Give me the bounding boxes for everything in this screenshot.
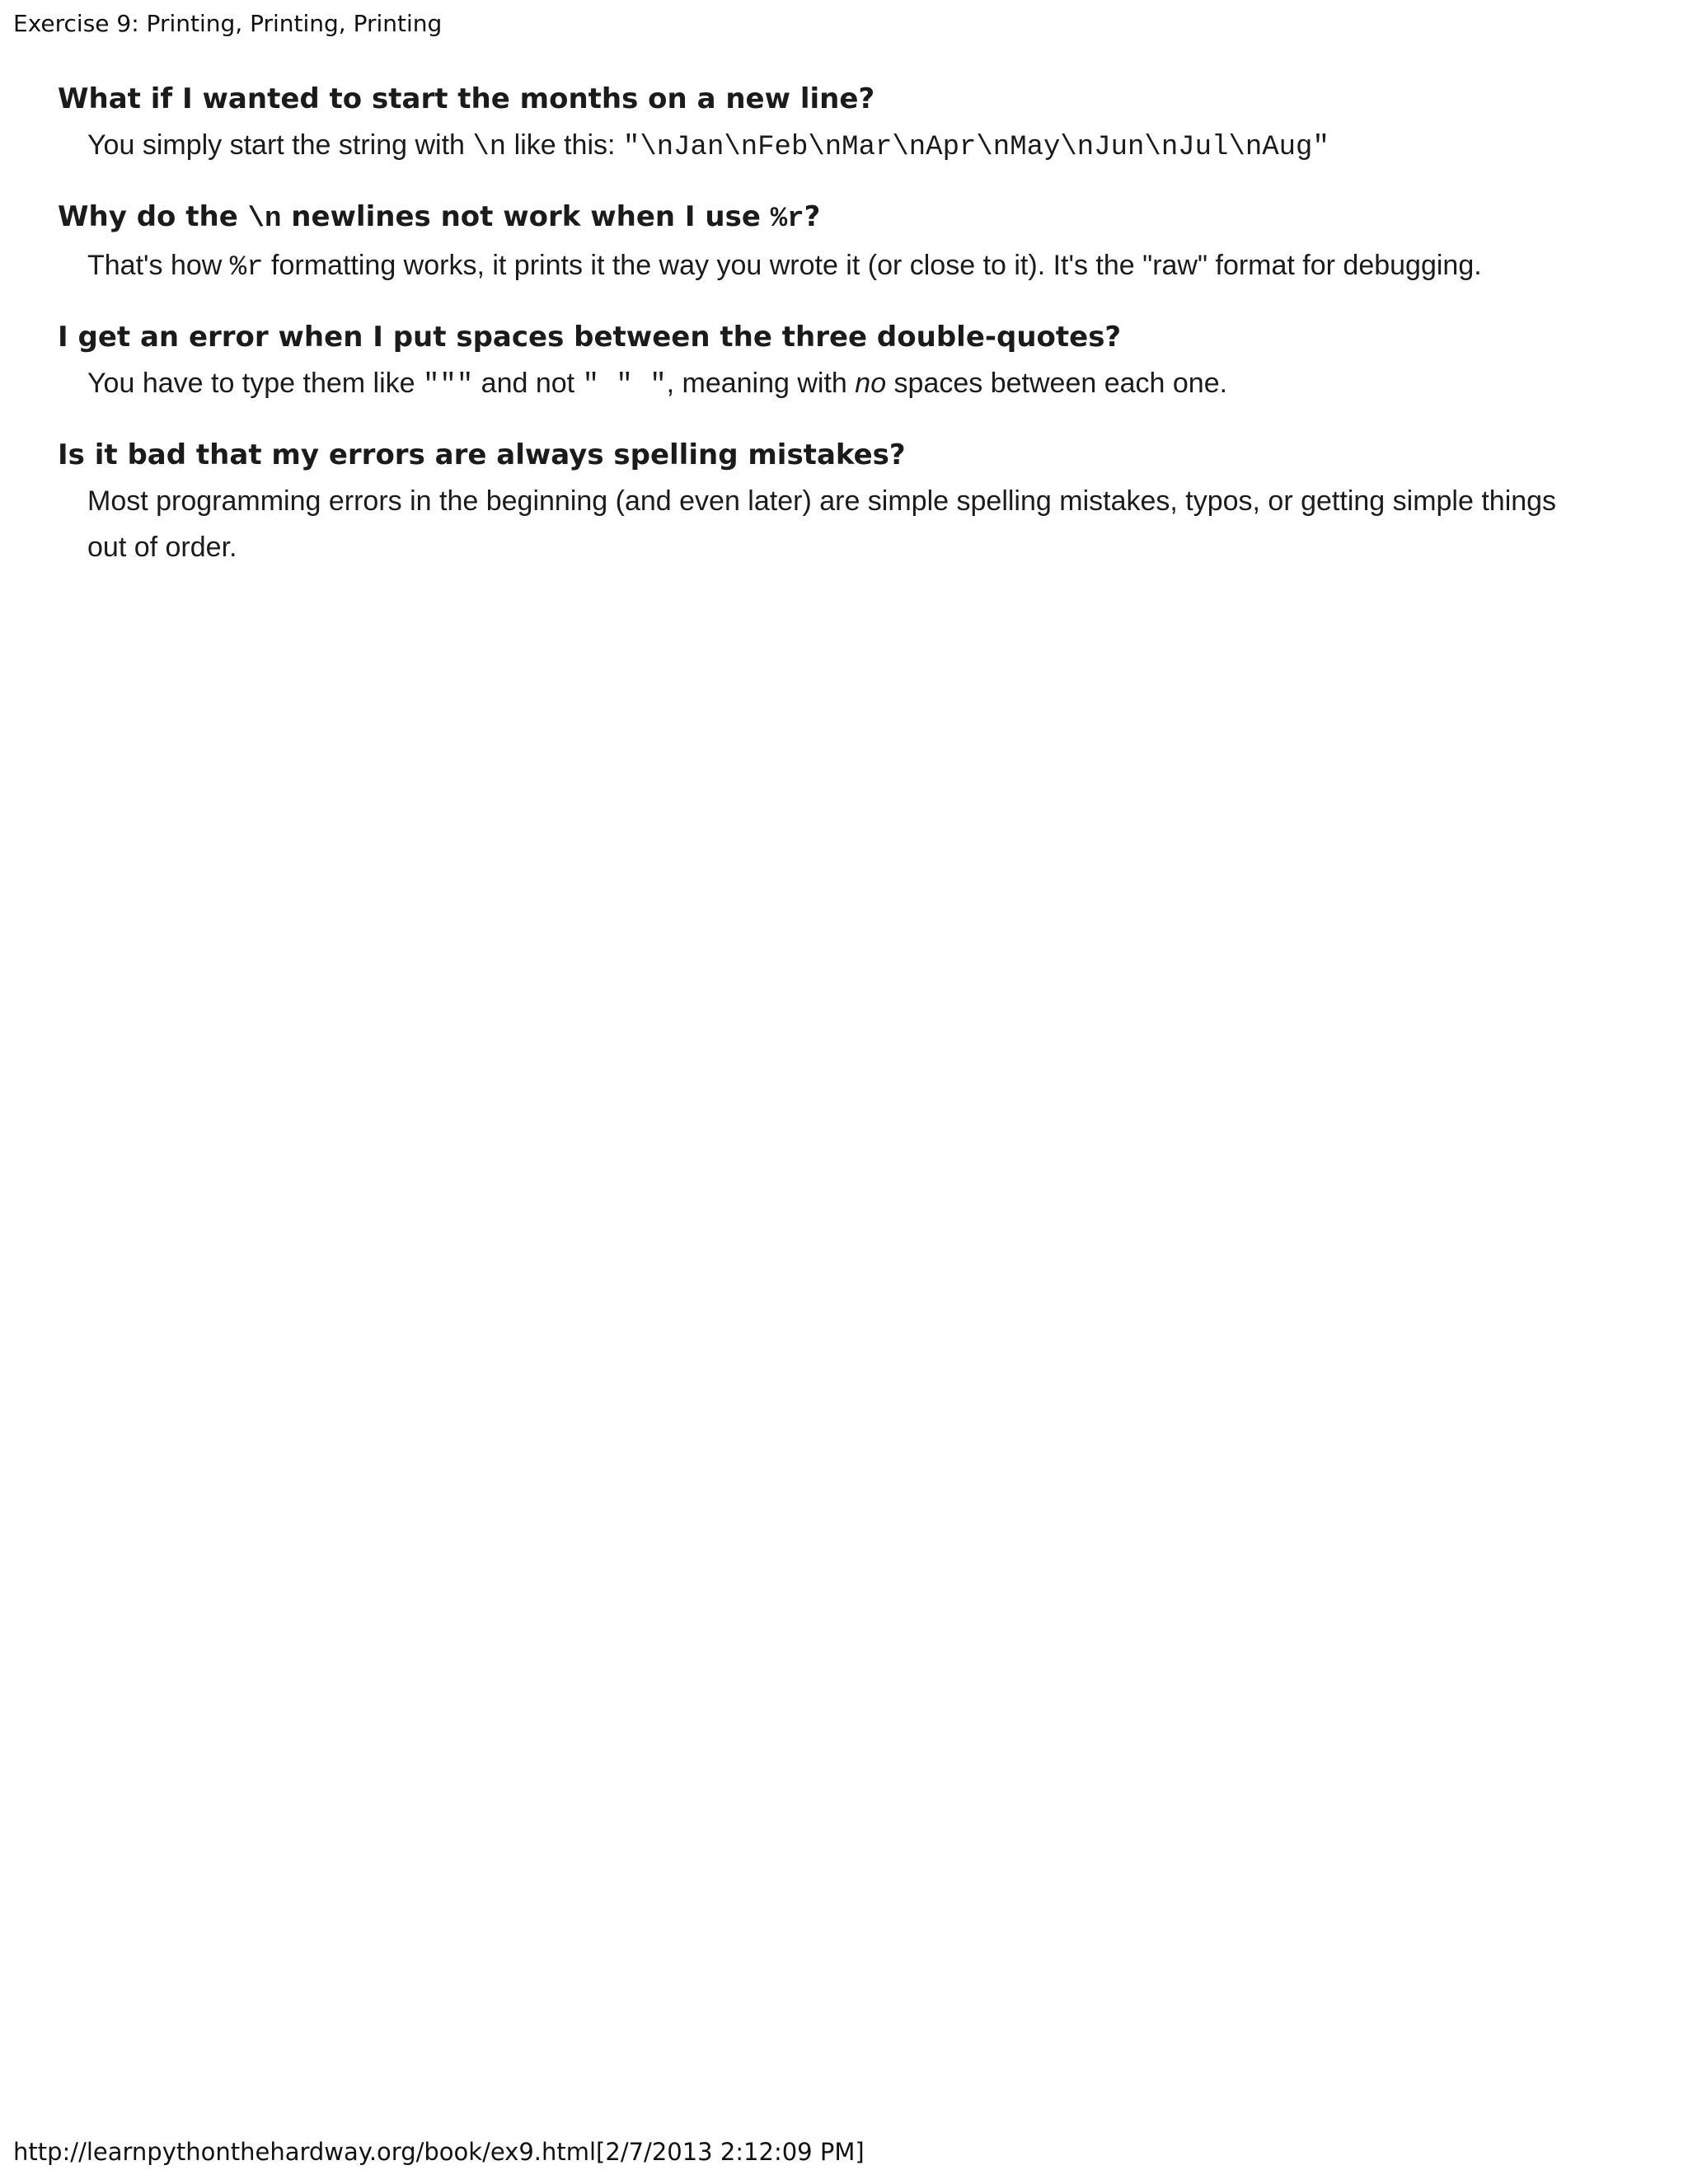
answer-text: , meaning with xyxy=(666,368,856,399)
faq-item xyxy=(58,435,1607,570)
faq-item xyxy=(58,197,1607,291)
faq-question xyxy=(58,197,1607,239)
faq-question: What if I wanted to start the months on a new line? xyxy=(58,82,875,115)
code-snippet: \n xyxy=(247,204,282,235)
answer-text: You have to type them like xyxy=(87,368,424,399)
answer-text: You simply start the string with xyxy=(87,129,473,161)
page-title: Exercise 9: Printing, Printing, Printing xyxy=(13,10,443,37)
answer-text: That's how xyxy=(87,250,230,281)
code-snippet: \n xyxy=(472,132,507,163)
code-snippet: %r xyxy=(770,204,804,235)
answer-text: and not xyxy=(473,368,583,399)
question-text: newlines not work when I use xyxy=(281,200,771,233)
code-snippet: %r xyxy=(229,252,264,284)
faq-question: Is it bad that my errors are always spelling mistakes? xyxy=(58,438,906,471)
page-footer-url: http://learnpythonthehardway.org/book/ex9.html[2/7/2013 2:12:09 PM] xyxy=(13,2138,865,2166)
answer-text: spaces between each one. xyxy=(886,368,1228,399)
emphasis-text: no xyxy=(855,368,887,399)
faq-item xyxy=(58,317,1607,409)
faq-section xyxy=(58,79,1607,597)
faq-item xyxy=(58,79,1607,171)
code-snippet: """ xyxy=(423,370,474,401)
faq-answer: Most programming errors in the beginning (and even later) are simple spelling mistakes, typos, or getting simple things out of order. xyxy=(87,485,1557,563)
answer-text: formatting works, it prints it the way you wrote it (or close to it). It's the "raw" format for debugging. xyxy=(263,250,1482,281)
code-snippet: "\nJan\nFeb\nMar\nApr\nMay\nJun\nJul\nAug" xyxy=(622,132,1329,163)
code-snippet: " " " xyxy=(582,370,667,401)
faq-answer xyxy=(87,242,1587,291)
question-text: Why do the xyxy=(58,200,248,233)
faq-answer xyxy=(87,360,1587,409)
faq-question: I get an error when I put spaces between the three double-quotes? xyxy=(58,321,1122,354)
question-text: ? xyxy=(804,200,821,233)
answer-text: like this: xyxy=(506,129,623,161)
faq-answer xyxy=(87,122,1587,171)
